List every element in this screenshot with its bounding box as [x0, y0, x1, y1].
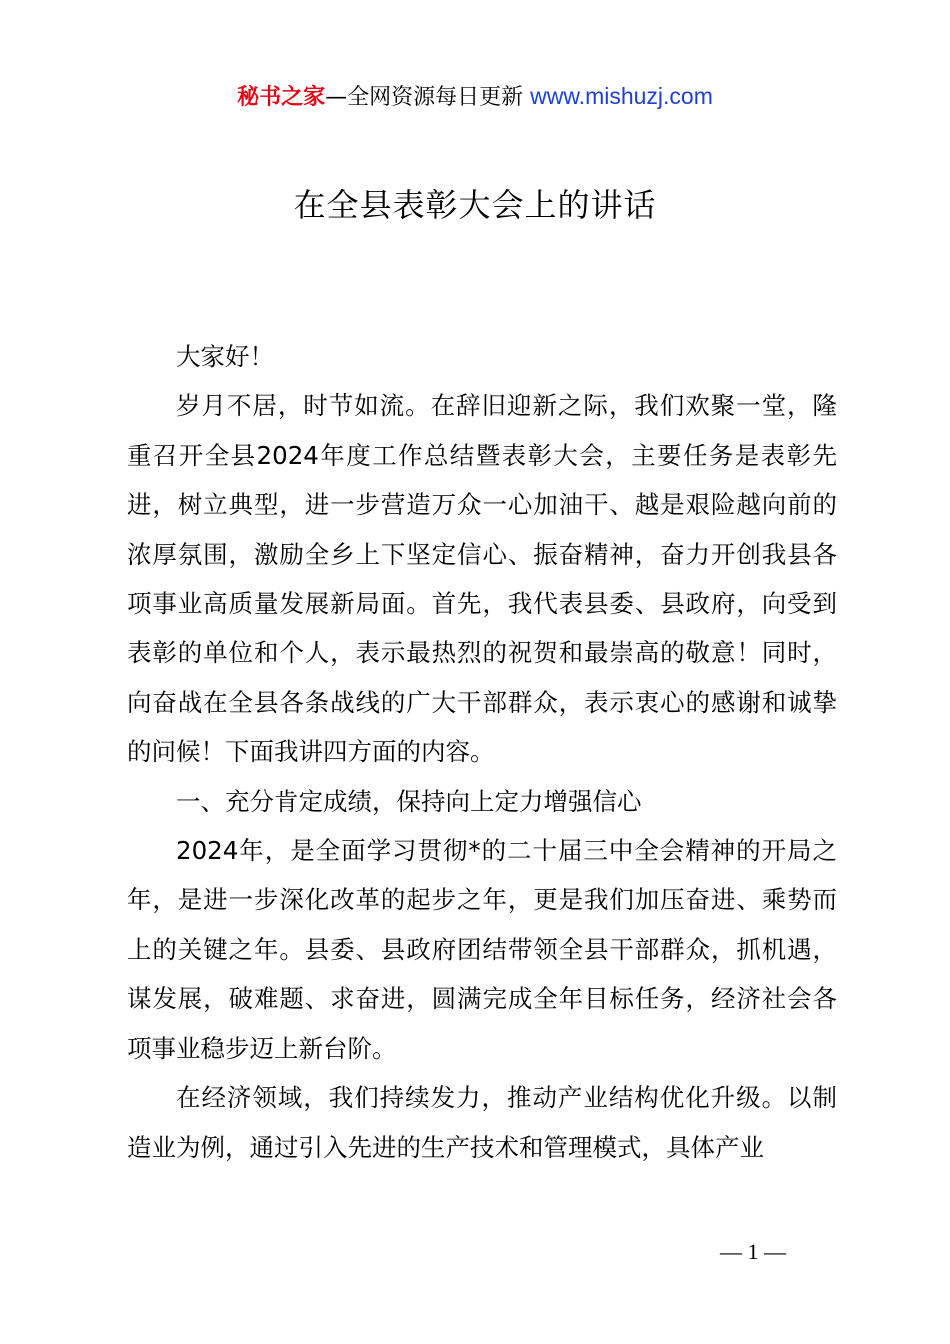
document-body — [127, 332, 837, 1172]
body-paragraph: 2024年，是全面学习贯彻*的二十届三中全会精神的开局之年，是进一步深化改革的起步之年，更是我们加压奋进、乘势而上的关键之年。县委、县政府团结带领全县干部群众，抓机遇，谋发展，破难题、求奋进，圆满完成全年目标任务，经济社会各项事业稳步迈上新台阶。 — [127, 836, 837, 1063]
site-url-link[interactable]: www.mishuzj.com — [530, 83, 713, 109]
section-heading: 一、充分肯定成绩，保持向上定力增强信心 — [176, 786, 642, 816]
greeting-paragraph: 大家好！ — [176, 342, 274, 371]
header-slogan: —全网资源每日更新 — [325, 85, 524, 110]
opening-paragraph: 岁月不居，时节如流。在辞旧迎新之际，我们欢聚一堂，隆重召开全县2024年度工作总结暨表彰大会，主要任务是表彰先进，树立典型，进一步营造万众一心加油干、越是艰险越向前的浓厚氛围，激励全乡上下坚定信心、振奋精神，奋力开创我县各项事业高质量发展新局面。首先，我代表县委、县政府，向受到表彰的单位和个人，表示最热烈的祝贺和最崇高的敬意！同时，向奋战在全县各条战线的广大干部群众，表示衷心的感谢和诚挚的问候！下面我讲四方面的内容。 — [127, 391, 837, 767]
page-number: — 1 — — [720, 1239, 786, 1264]
site-header — [0, 80, 950, 114]
document-title: 在全县表彰大会上的讲话 — [293, 186, 657, 224]
body-paragraph: 在经济领域，我们持续发力，推动产业结构优化升级。以制造业为例，通过引入先进的生产技术和管理模式，具体产业 — [127, 1083, 837, 1162]
brand-name: 秘书之家 — [237, 85, 326, 110]
